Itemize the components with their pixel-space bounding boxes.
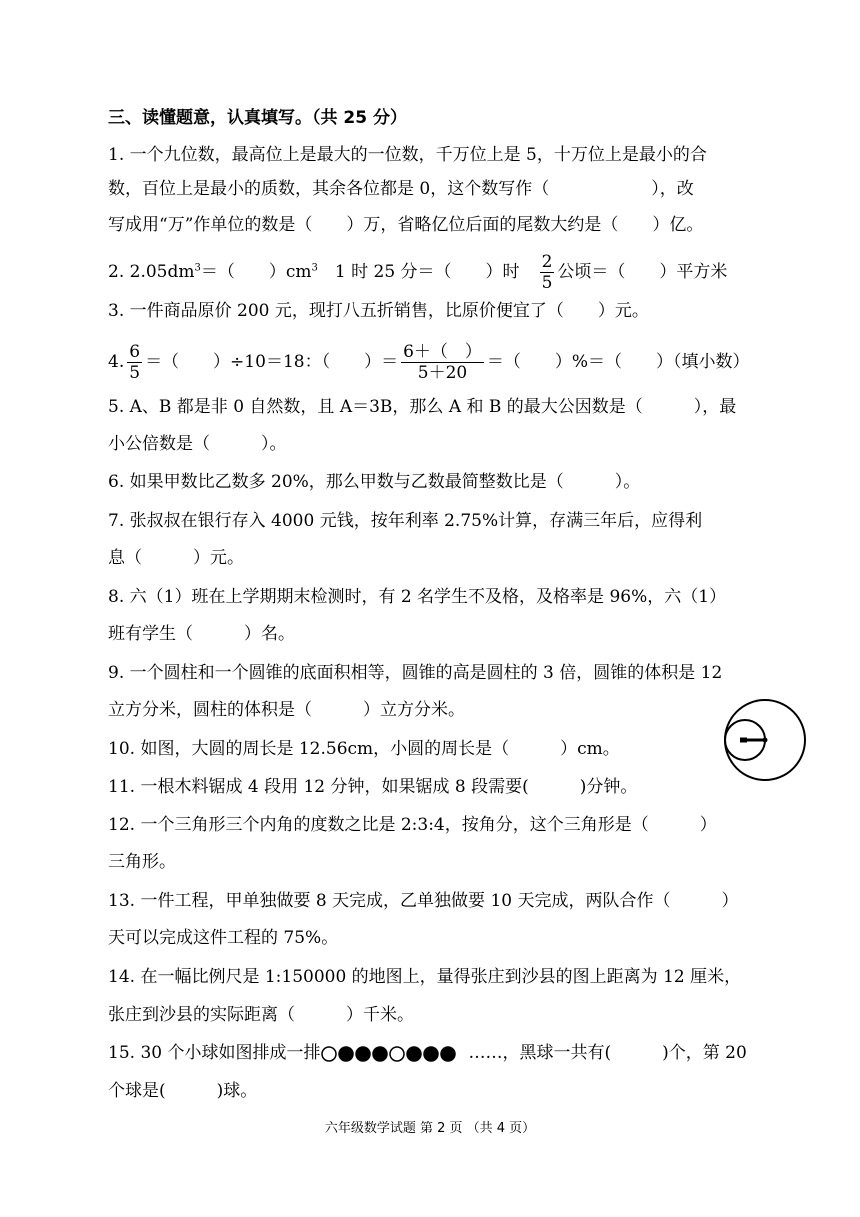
q2-part-a: 2. 2.05dm bbox=[108, 262, 195, 282]
q4-line bbox=[108, 342, 818, 383]
black-ball bbox=[424, 1047, 438, 1061]
q2-fraction bbox=[540, 252, 555, 293]
q12-line1: 12. 一个三角形三个内角的度数之比是 2:3:4，按角分，这个三角形是（ ） bbox=[108, 815, 717, 835]
black-ball bbox=[407, 1047, 421, 1061]
q1-line1: 1. 一个九位数，最高位上是最大的一位数，千万位上是 5，十万位上是最小的合 bbox=[108, 145, 707, 165]
q4-fraction-2 bbox=[401, 342, 484, 383]
q4-f2-den: 5＋20 bbox=[417, 363, 468, 383]
q13-line2: 天可以完成这件工程的 75%。 bbox=[108, 928, 339, 948]
q15-line2: 个球是( )球。 bbox=[108, 1081, 258, 1101]
q15-line1 bbox=[108, 1040, 818, 1066]
q14-line1: 14. 在一幅比例尺是 1:150000 的地图上，量得张庄到沙县的图上距离为 12 厘米， bbox=[108, 967, 742, 987]
q7-line2: 息（ ）元。 bbox=[108, 548, 244, 568]
q7-line1: 7. 张叔叔在银行存入 4000 元钱，按年利率 2.75%计算，存满三年后，应得利 bbox=[108, 511, 703, 531]
q4-prefix: 4. bbox=[108, 352, 125, 372]
q2-part-c: 1 时 25 分＝（ ）时 bbox=[317, 262, 537, 282]
q2-sup-b: 3 bbox=[311, 262, 318, 274]
q5-line2: 小公倍数是（ ）。 bbox=[108, 434, 287, 454]
q5-line1: 5. A、B 都是非 0 自然数，且 A＝3B，那么 A 和 B 的最大公因数是（ ），最 bbox=[108, 397, 737, 417]
q4-mid: ＝（ ）÷10＝18：（ ）＝ bbox=[145, 352, 399, 372]
q2-frac-num: 2 bbox=[541, 252, 553, 272]
center-point bbox=[763, 738, 768, 743]
q2-sup-a: 3 bbox=[194, 262, 201, 274]
q2-frac-den: 5 bbox=[541, 273, 553, 293]
q9-line2: 立方分米，圆柱的体积是（ ）立方分米。 bbox=[108, 700, 465, 720]
q15-part-a: 15. 30 个小球如图排成一排 bbox=[108, 1043, 321, 1063]
q4-fraction-1 bbox=[127, 342, 142, 383]
q2-part-b: ＝（ ）cm bbox=[200, 262, 312, 282]
white-ball bbox=[390, 1047, 404, 1061]
q11-line: 11. 一根木料锯成 4 段用 12 分钟，如果锯成 8 段需要( )分钟。 bbox=[108, 777, 638, 797]
small-center-mark bbox=[740, 738, 747, 743]
q3-line: 3. 一件商品原价 200 元，现打八五折销售，比原价便宜了（ ）元。 bbox=[108, 301, 649, 321]
q10-line: 10. 如图，大圆的周长是 12.56cm，小圆的周长是（ ）cm。 bbox=[108, 739, 620, 759]
q2-line bbox=[108, 252, 818, 293]
q4-f2-num: 6＋（ ） bbox=[403, 342, 482, 362]
ball-row-svg bbox=[320, 1045, 468, 1063]
white-ball bbox=[322, 1047, 336, 1061]
q14-line2: 张庄到沙县的实际距离（ ）千米。 bbox=[108, 1005, 414, 1025]
q15-part-b: ……，黑球一共有( )个，第 20 bbox=[468, 1043, 747, 1063]
q4-f1-num: 6 bbox=[129, 342, 141, 362]
black-ball bbox=[373, 1047, 387, 1061]
q8-line1: 8. 六（1）班在上学期期末检测时，有 2 名学生不及格，及格率是 96%，六（1） bbox=[108, 587, 727, 607]
q12-line2: 三角形。 bbox=[108, 852, 176, 872]
black-ball bbox=[339, 1047, 353, 1061]
q1-line3: 写成用“万”作单位的数是（ ）万，省略亿位后面的尾数大约是（ ）亿。 bbox=[108, 215, 704, 235]
page-footer: 六年级数学试题 第 2 页 （共 4 页） bbox=[324, 1121, 536, 1136]
q2-part-d: 公顷＝（ ）平方米 bbox=[557, 262, 728, 282]
q4-suffix: ＝（ ）%＝（ ）（填小数） bbox=[486, 352, 750, 372]
q8-line2: 班有学生（ ）名。 bbox=[108, 624, 295, 644]
black-ball bbox=[441, 1047, 455, 1061]
section-title: 三、读懂题意，认真填写。（共 25 分） bbox=[108, 108, 407, 128]
q13-line1: 13. 一件工程，甲单独做要 8 天完成，乙单独做要 10 天完成，两队合作（ ） bbox=[108, 891, 739, 911]
black-ball bbox=[356, 1047, 370, 1061]
q1-line2: 数，百位上是最小的质数，其余各位都是 0，这个数写作（ ），改 bbox=[108, 179, 694, 199]
q9-line1: 9. 一个圆柱和一个圆锥的底面积相等，圆锥的高是圆柱的 3 倍，圆锥的体积是 12 bbox=[108, 663, 723, 683]
q4-f1-den: 5 bbox=[129, 363, 141, 383]
q6-line: 6. 如果甲数比乙数多 20%，那么甲数与乙数最简整数比是（ ）。 bbox=[108, 472, 641, 492]
